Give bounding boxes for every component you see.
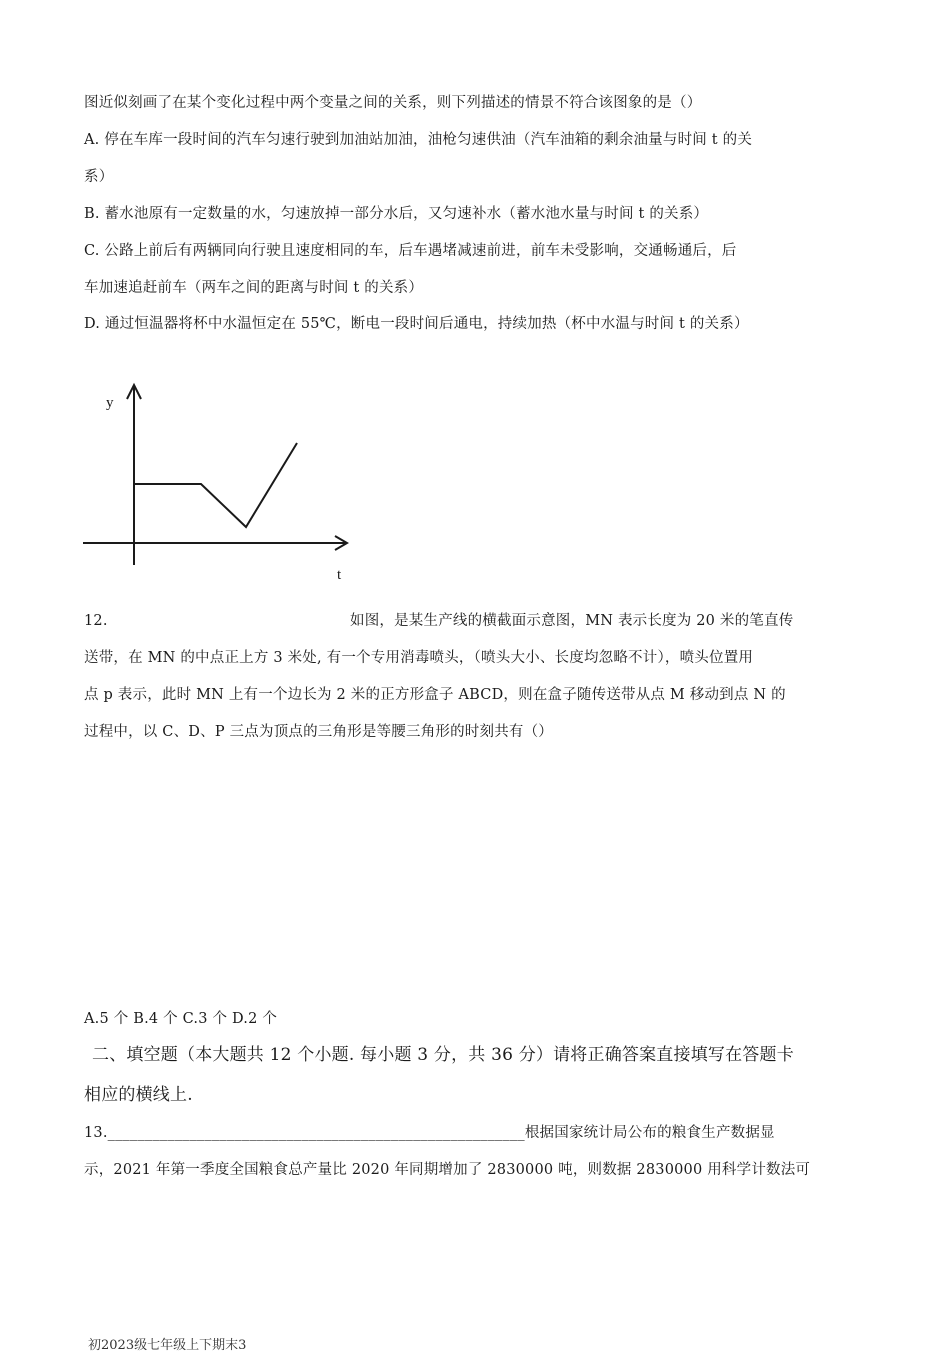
q13-line1: 13.________________________________________________________根据国家统计局公布的粮食生产数据显 — [84, 1125, 775, 1141]
page-footer: 初2023级七年级上下期末3 — [88, 1338, 247, 1353]
q12-line3: 点 p 表示，此时 MN 上有一个边长为 2 米的正方形盒子 ABCD，则在盒子随传送带从点 M 移动到点 N 的 — [84, 687, 786, 703]
y-axis-label: y — [106, 395, 114, 411]
q12-line2: 送带，在 MN 的中点正上方 3 米处, 有一个专用消毒喷头，（喷头大小、长度均忽略不计），喷头位置用 — [84, 650, 754, 666]
q11-option-a: A. 停在车库一段时间的汽车匀速行驶到加油站加油，油枪匀速供油（汽车油箱的剩余油量与时间 t 的关 — [84, 132, 753, 148]
section2-heading: 二、填空题（本大题共 12 个小题. 每小题 3 分，共 36 分）请将正确答案直接填写在答题卡 — [92, 1045, 794, 1065]
q12-line1: 如图，是某生产线的横截面示意图，MN 表示长度为 20 米的笔直传 — [350, 613, 794, 629]
q12-options: A.5 个 B.4 个 C.3 个 D.2 个 — [84, 1011, 278, 1027]
q11-option-a-cont: 系） — [84, 169, 114, 185]
section2-heading-cont: 相应的横线上. — [84, 1085, 193, 1105]
q12-line4: 过程中，以 C、D、P 三点为顶点的三角形是等腰三角形的时刻共有（） — [84, 724, 553, 740]
q12-number: 12. — [84, 613, 108, 629]
q11-option-c-cont: 车加速追赶前车（两车之间的距离与时间 t 的关系） — [84, 280, 424, 296]
q13-line2: 示，2021 年第一季度全国粮食总产量比 2020 年同期增加了 2830000 吨，则数据 2830000 用科学计数法可 — [84, 1162, 811, 1178]
q11-option-d: D. 通过恒温器将杯中水温恒定在 55℃，断电一段时间后通电，持续加热（杯中水温与时间 t 的关系） — [84, 316, 749, 332]
q11-option-c: C. 公路上前后有两辆同向行驶且速度相同的车，后车遇堵减速前进，前车未受影响，交通畅通后，后 — [84, 243, 737, 259]
x-axis-label: t — [337, 567, 342, 583]
q11-option-b: B. 蓄水池原有一定数量的水，匀速放掉一部分水后，又匀速补水（蓄水池水量与时间 t 的关系） — [84, 206, 709, 222]
graph-curve — [134, 443, 297, 527]
q11-stem: 图近似刻画了在某个变化过程中两个变量之间的关系，则下列描述的情景不符合该图象的是（） — [84, 95, 702, 111]
q11-graph — [75, 375, 365, 590]
